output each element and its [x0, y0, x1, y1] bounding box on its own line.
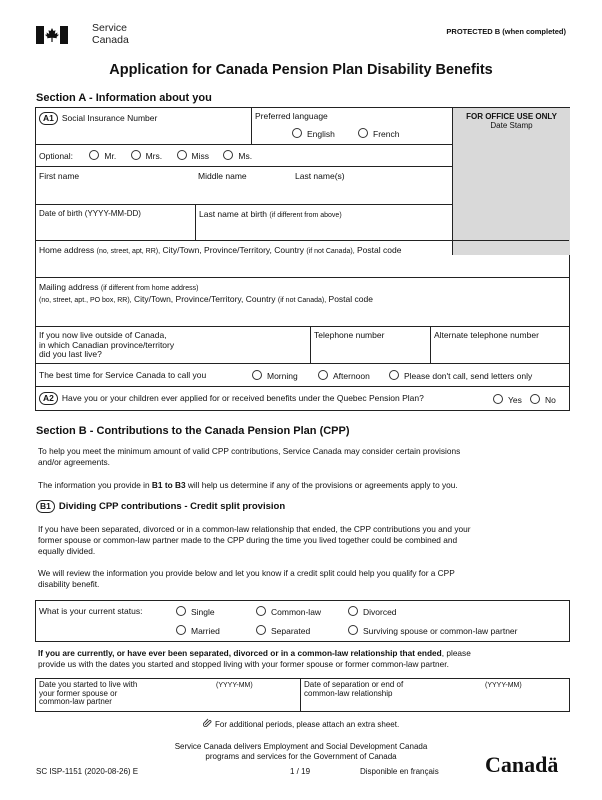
b1-heading [36, 500, 285, 513]
canada-flag-icon [36, 26, 68, 44]
common-law-label: Common-law [271, 607, 322, 617]
date-stamp-label: Date Stamp [490, 121, 533, 130]
alt-telephone-cell[interactable] [430, 327, 569, 364]
dob-row [36, 204, 452, 241]
qpp-no-radio[interactable] [530, 394, 540, 404]
b-note-bold: B1 to B3 [151, 480, 186, 490]
a1-badge: A1 [39, 112, 58, 125]
status-question: What is your current status: [39, 606, 143, 616]
office-use-label: FOR OFFICE USE ONLY [466, 112, 557, 121]
outside-line-2: in which Canadian province/territory [39, 339, 175, 350]
sin-field[interactable] [36, 126, 251, 142]
home-address-row[interactable] [36, 240, 569, 278]
b-note-part1: The information you provide in [38, 480, 152, 490]
last-name-label: Last name(s) [295, 171, 345, 181]
separated-label: Separated [271, 626, 311, 636]
canada-wordmark: Canadä [485, 752, 559, 777]
name-row [36, 166, 452, 205]
miss-label: Miss [191, 151, 209, 161]
footer-line-1: Service Canada delivers Employment and Social Development Canada [174, 742, 428, 751]
started-format: (YYYY-MM) [216, 682, 253, 689]
telephone-cell[interactable] [310, 327, 431, 364]
footer-line-2: programs and services for the Government of Canada [205, 752, 397, 761]
mrs-label: Mrs. [145, 151, 163, 161]
b1-badge: B1 [36, 500, 55, 513]
separation-bold: If you are currently, or have ever been separated, divorced or in a common-law relationship that ended [38, 648, 442, 658]
mailing-address-label: Mailing address [39, 282, 99, 292]
qpp-no-label: No [545, 395, 556, 405]
english-radio[interactable] [292, 128, 302, 138]
mailing-city: City/Town, Province/Territory, Country [133, 294, 276, 304]
page-number: 1 / 19 [290, 767, 311, 776]
miss-radio[interactable] [177, 150, 187, 160]
english-label: English [307, 129, 335, 139]
mailing-postal: Postal code [328, 294, 373, 304]
started-line-3: common-law partner [39, 697, 112, 706]
mr-radio[interactable] [89, 150, 99, 160]
mrs-radio[interactable] [131, 150, 141, 160]
alt-telephone-label: Alternate telephone number [434, 330, 539, 340]
best-time-row [36, 363, 569, 387]
section-b-title: Section B - Contributions to the Canada Pension Plan (CPP) [36, 425, 350, 437]
home-address-postal: Postal code [357, 245, 402, 255]
home-address-label: Home address [39, 245, 95, 255]
sep-line-2: common-law relationship [304, 688, 393, 698]
french-radio[interactable] [358, 128, 368, 138]
last-birth-label: Last name at birth [199, 209, 268, 219]
section-a-title: Section A - Information about you [36, 92, 212, 104]
morning-radio[interactable] [252, 370, 262, 380]
surviving-radio[interactable] [348, 625, 358, 635]
morning-label: Morning [267, 371, 298, 381]
credit-line-1: If you have been separated, divorced or in a common-law relationship that ended, the CPP contributions you and your [38, 524, 471, 534]
divorced-radio[interactable] [348, 606, 358, 616]
intro-line-2: and/or agreements. [38, 457, 110, 467]
french-label: French [373, 129, 400, 139]
optional-title-row [36, 144, 452, 167]
sep-line-1: Date of separation or end of [304, 680, 404, 689]
office-use-box [452, 108, 570, 255]
review-line-2: disability benefit. [38, 579, 100, 589]
brand-line-1: Service [92, 22, 128, 34]
credit-split-para [38, 524, 568, 557]
review-line-1: We will review the information you provide below and let you know if a credit split could help you qualify for a CPP [38, 568, 455, 578]
last-birth-note: (if different from above) [269, 212, 342, 219]
section-b-intro [38, 446, 568, 468]
separation-please: , please [441, 648, 471, 658]
mailing-note3: (if not Canada), [277, 297, 327, 304]
home-address-city: City/Town, Province/Territory, Country [162, 245, 305, 255]
ms-radio[interactable] [223, 150, 233, 160]
intro-line-1: To help you meet the minimum amount of valid CPP contributions, Service Canada may consider certain provisions [38, 446, 461, 456]
common-law-radio[interactable] [256, 606, 266, 616]
single-label: Single [191, 607, 215, 617]
surviving-label: Surviving spouse or common-law partner [363, 626, 518, 636]
outside-canada-row [36, 326, 569, 364]
preferred-language-cell [251, 108, 453, 144]
b1-title: Dividing CPP contributions - Credit split provision [58, 501, 286, 512]
qpp-question: Have you or your children ever applied for or received benefits under the Quebec Pension Plan? [61, 393, 424, 403]
sin-label: Social Insurance Number [61, 113, 158, 123]
qpp-yes-radio[interactable] [493, 394, 503, 404]
afternoon-radio[interactable] [318, 370, 328, 380]
dont-call-label: Please don't call, send letters only [404, 371, 533, 381]
separation-date-cell[interactable] [300, 679, 569, 711]
started-line-1: Date you started to live with [39, 680, 138, 689]
credit-line-3: equally divided. [38, 546, 96, 556]
married-radio[interactable] [176, 625, 186, 635]
b1-b3-note [38, 480, 568, 491]
a2-badge: A2 [39, 392, 58, 405]
last-name-birth-cell[interactable] [195, 205, 453, 241]
middle-name-label: Middle name [198, 171, 247, 181]
b-note-part2: will help us determine if any of the provisions or agreements apply to you. [185, 480, 458, 490]
dont-call-radio[interactable] [389, 370, 399, 380]
optional-label: Optional: [39, 151, 74, 161]
first-name-label: First name [39, 171, 80, 181]
service-canada-logo [36, 22, 186, 50]
sep-format: (YYYY-MM) [485, 682, 522, 689]
form-code: SC ISP-1151 (2020-08-26) E [36, 767, 139, 776]
outside-line-1: If you now live outside of Canada, [39, 330, 167, 340]
separation-line-2: provide us with the dates you started and stopped living with your former spouse or former common-law partner. [38, 659, 449, 669]
protected-label: PROTECTED B (when completed) [446, 27, 566, 36]
ms-label: Ms. [238, 151, 253, 161]
qpp-yes-label: Yes [508, 395, 522, 405]
started-date-field[interactable] [156, 689, 299, 709]
home-address-note: (no, street, apt, RR), [96, 248, 161, 255]
mr-label: Mr. [104, 151, 117, 161]
dob-label: Date of birth (YYYY-MM-DD) [39, 209, 141, 218]
separated-radio[interactable] [256, 625, 266, 635]
single-radio[interactable] [176, 606, 186, 616]
qpp-row [36, 386, 569, 411]
afternoon-label: Afternoon [333, 371, 370, 381]
outside-line-3: did you last live? [39, 349, 102, 359]
telephone-label: Telephone number [314, 330, 385, 340]
dates-box [35, 678, 570, 712]
extra-sheet-note [0, 718, 602, 729]
last-name-field[interactable] [292, 183, 452, 203]
review-para [38, 568, 568, 590]
paperclip-icon [203, 718, 213, 729]
first-name-field[interactable] [36, 183, 196, 203]
best-time-label: The best time for Service Canada to call you [39, 370, 207, 380]
mailing-note2: (no, street, apt., PO box, RR), [39, 297, 132, 304]
page-title: Application for Canada Pension Plan Disability Benefits [109, 62, 493, 78]
section-a-form [35, 107, 570, 411]
divorced-label: Divorced [363, 607, 397, 617]
home-address-note2: (if not Canada), [306, 248, 355, 255]
status-box [35, 600, 570, 642]
married-label: Married [191, 626, 220, 636]
started-line-2: your former spouse or [39, 688, 118, 698]
mailing-note: (if different from home address) [100, 285, 199, 292]
brand-line-2: Canada [92, 34, 129, 46]
separation-instructions [38, 648, 568, 670]
credit-line-2: former spouse or common-law partner made to the CPP during the time you lived together could be combined and [38, 535, 458, 545]
extra-sheet-text: For additional periods, please attach an extra sheet. [215, 720, 400, 729]
mailing-address-row[interactable] [36, 277, 569, 327]
pref-lang-label: Preferred language [255, 111, 328, 121]
middle-name-field[interactable] [196, 183, 292, 203]
french-available: Disponible en français [360, 767, 439, 776]
